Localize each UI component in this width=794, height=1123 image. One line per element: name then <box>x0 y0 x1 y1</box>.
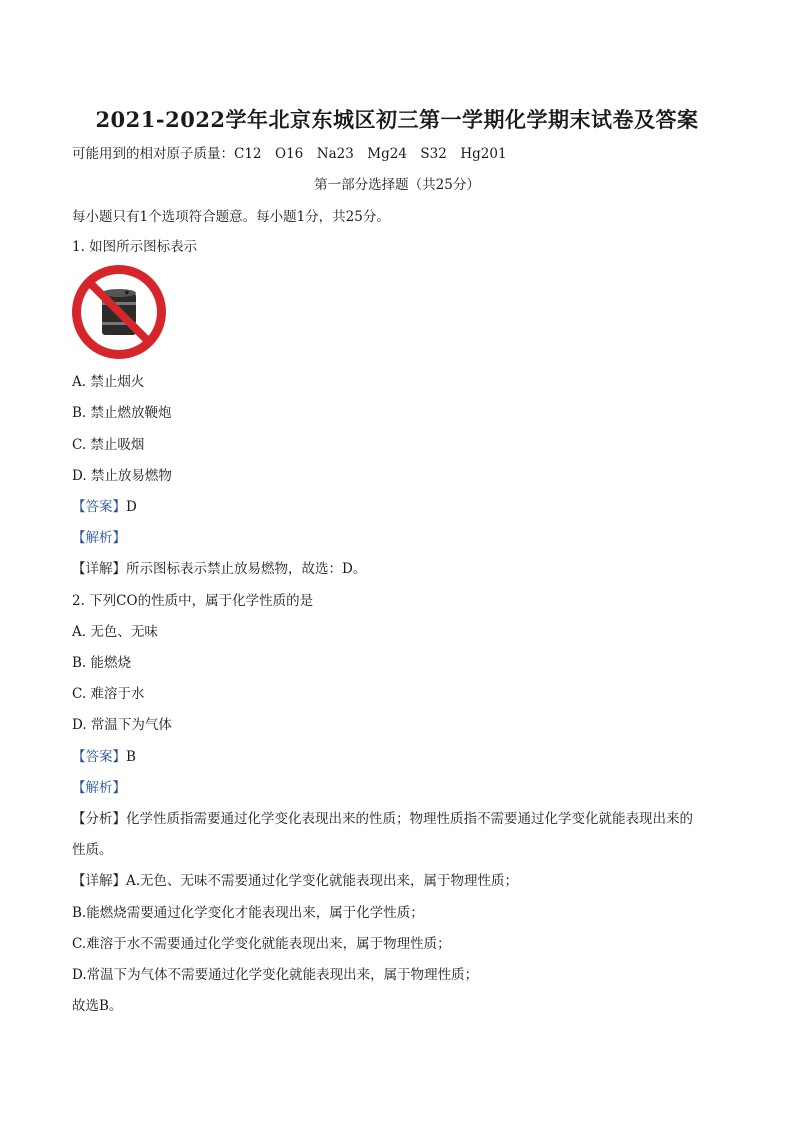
q2-analysis-line <box>72 779 126 797</box>
atomic-masses-line: 可能用到的相对原子质量：C12 O16 Na23 Mg24 S32 Hg201 <box>72 146 507 162</box>
q1-detail-text: 所示图标表示禁止放易燃物，故选：D。 <box>126 561 367 577</box>
q1-analysis-line <box>72 529 126 547</box>
q1-option-c: C. 禁止吸烟 <box>72 437 145 453</box>
q2-fenxi-text: 化学性质指需要通过化学变化表现出来的性质；物理性质指不需要通过化学变化就能表现出来的 <box>126 811 693 827</box>
q1-option-a: A. 禁止烟火 <box>72 374 145 390</box>
instructions-line: 每小题只有1个选项符合题意。每小题1分，共25分。 <box>72 209 390 225</box>
section-heading: 第一部分选择题（共25分） <box>314 177 480 193</box>
q2-answer-value: B <box>126 749 136 765</box>
q2-fenxi-continuation: 性质。 <box>72 842 113 858</box>
answer-tag: 【答案】 <box>72 749 126 765</box>
analysis-tag: 【解析】 <box>72 780 126 796</box>
no-flammables-prohibition-sign-icon <box>72 265 166 359</box>
q2-fenxi-line <box>72 810 693 828</box>
q2-answer-line <box>72 748 136 766</box>
analysis-tag: 【解析】 <box>72 530 126 546</box>
page-title: 2021-2022学年北京东城区初三第一学期化学期末试卷及答案 <box>95 107 699 132</box>
q1-option-b: B. 禁止燃放鞭炮 <box>72 405 172 421</box>
detail-tag: 【详解】 <box>72 873 126 889</box>
detail-tag: 【详解】 <box>72 561 126 577</box>
q1-stem: 1. 如图所示图标表示 <box>72 239 198 255</box>
q2-option-d: D. 常温下为气体 <box>72 717 172 733</box>
q1-option-d: D. 禁止放易燃物 <box>72 468 172 484</box>
q2-option-b: B. 能燃烧 <box>72 655 132 671</box>
q2-detail-c: C.难溶于水不需要通过化学变化就能表现出来，属于物理性质； <box>72 936 451 952</box>
q2-stem: 2. 下列CO的性质中，属于化学性质的是 <box>72 593 314 609</box>
q2-detail-d: D.常温下为气体不需要通过化学变化就能表现出来，属于物理性质； <box>72 967 479 983</box>
q2-option-a: A. 无色、无味 <box>72 624 158 640</box>
q2-option-c: C. 难溶于水 <box>72 686 145 702</box>
q2-conclusion: 故选B。 <box>72 998 123 1014</box>
q2-detail-b: B.能燃烧需要通过化学变化才能表现出来，属于化学性质； <box>72 905 424 921</box>
q1-answer-line <box>72 498 137 516</box>
q2-detail-line <box>72 872 518 890</box>
q1-answer-value: D <box>126 499 137 515</box>
answer-tag: 【答案】 <box>72 499 126 515</box>
fenxi-tag: 【分析】 <box>72 811 126 827</box>
q2-detail-a: A.无色、无味不需要通过化学变化就能表现出来，属于物理性质； <box>126 873 519 889</box>
q1-detail-line <box>72 560 366 578</box>
